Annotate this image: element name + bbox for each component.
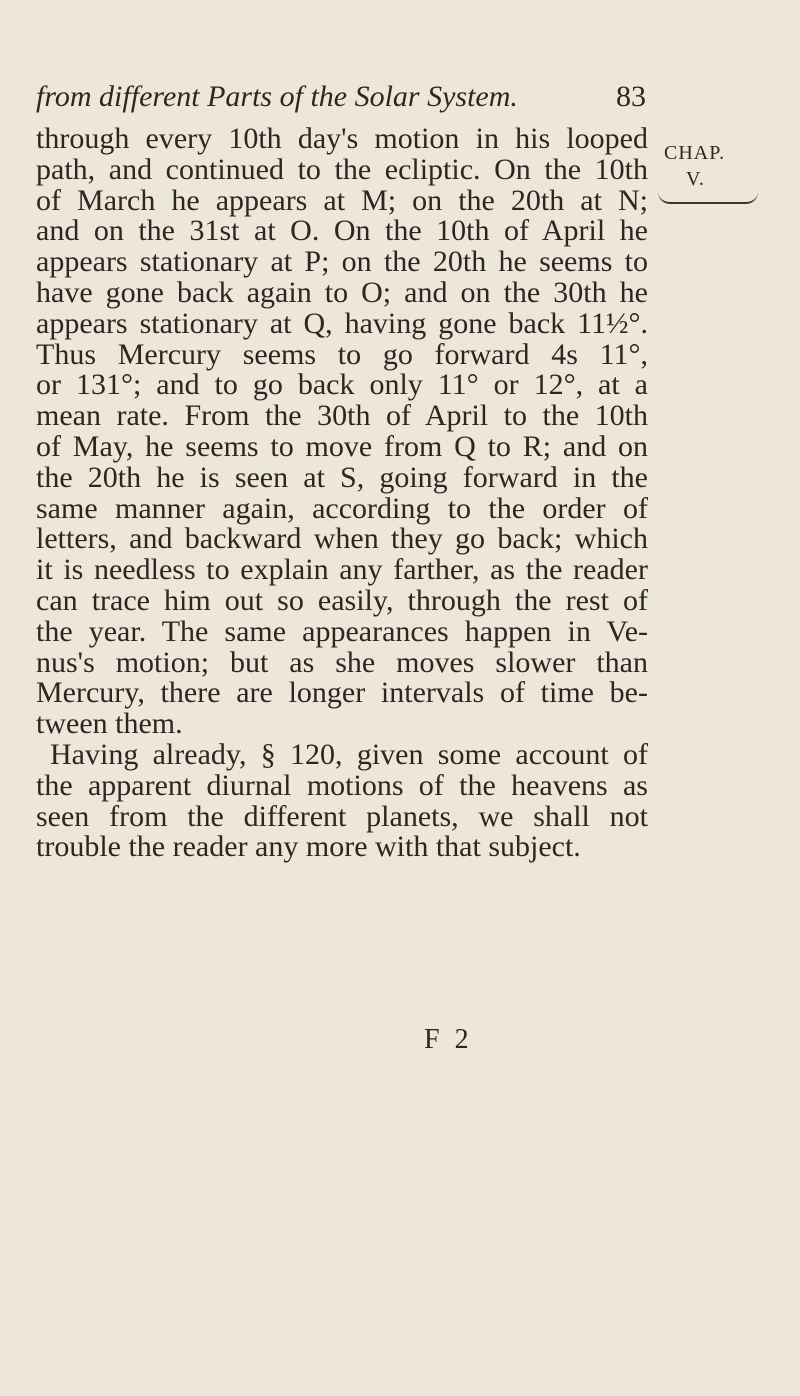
text-line: the 20th he is seen at S, going forward in the: [36, 460, 648, 494]
text-line: appears stationary at P; on the 20th he seems to: [36, 245, 648, 279]
text-line: trouble the reader any more with that subject.: [36, 830, 581, 864]
chapter-number: V.: [686, 168, 705, 190]
body-text: [36, 124, 648, 863]
text-line: Thus Mercury seems to go forward 4s 11°,: [36, 337, 648, 371]
text-line: of May, he seems to move from Q to R; and on: [36, 429, 648, 463]
running-title: from different Parts of the Solar System.: [36, 80, 518, 113]
text-line: same manner again, according to the order of: [36, 491, 648, 525]
text-line: path, and continued to the ecliptic. On the 10th: [36, 152, 648, 186]
text-line: appears stationary at Q, having gone back 11½°.: [36, 306, 648, 340]
text-line: nus's motion; but as she moves slower than: [36, 645, 648, 679]
text-line: letters, and backward when they go back; which: [36, 522, 648, 556]
signature-mark: F 2: [424, 1024, 473, 1055]
brace-mark: [658, 192, 758, 204]
text-line: it is needless to explain any farther, as the reader: [36, 553, 648, 587]
text-line: can trace him out so easily, through the rest of: [36, 583, 648, 617]
text-line: Having already, § 120, given some account of: [50, 737, 648, 771]
chapter-label: CHAP.: [664, 142, 726, 164]
text-line: seen from the different planets, we shall not: [36, 799, 648, 833]
text-line: Mercury, there are longer intervals of time be-: [36, 676, 648, 710]
text-line: through every 10th day's motion in his looped: [36, 122, 648, 155]
paragraph-2: [36, 737, 648, 864]
page-number: 83: [616, 80, 646, 113]
paragraph-1: [36, 124, 648, 740]
text-line: mean rate. From the 30th of April to the 10th: [36, 399, 648, 433]
text-line: of March he appears at M; on the 20th at N;: [36, 183, 648, 217]
text-line: or 131°; and to go back only 11° or 12°, at a: [36, 368, 648, 402]
text-line: have gone back again to O; and on the 30th he: [36, 275, 648, 309]
text-line: the year. The same appearances happen in Ve-: [36, 614, 648, 648]
text-line: the apparent diurnal motions of the heavens as: [36, 768, 648, 802]
running-header: [36, 80, 656, 114]
text-line: and on the 31st at O. On the 10th of April he: [36, 214, 648, 248]
text-line: tween them.: [36, 707, 183, 741]
margin-note: [664, 140, 774, 204]
